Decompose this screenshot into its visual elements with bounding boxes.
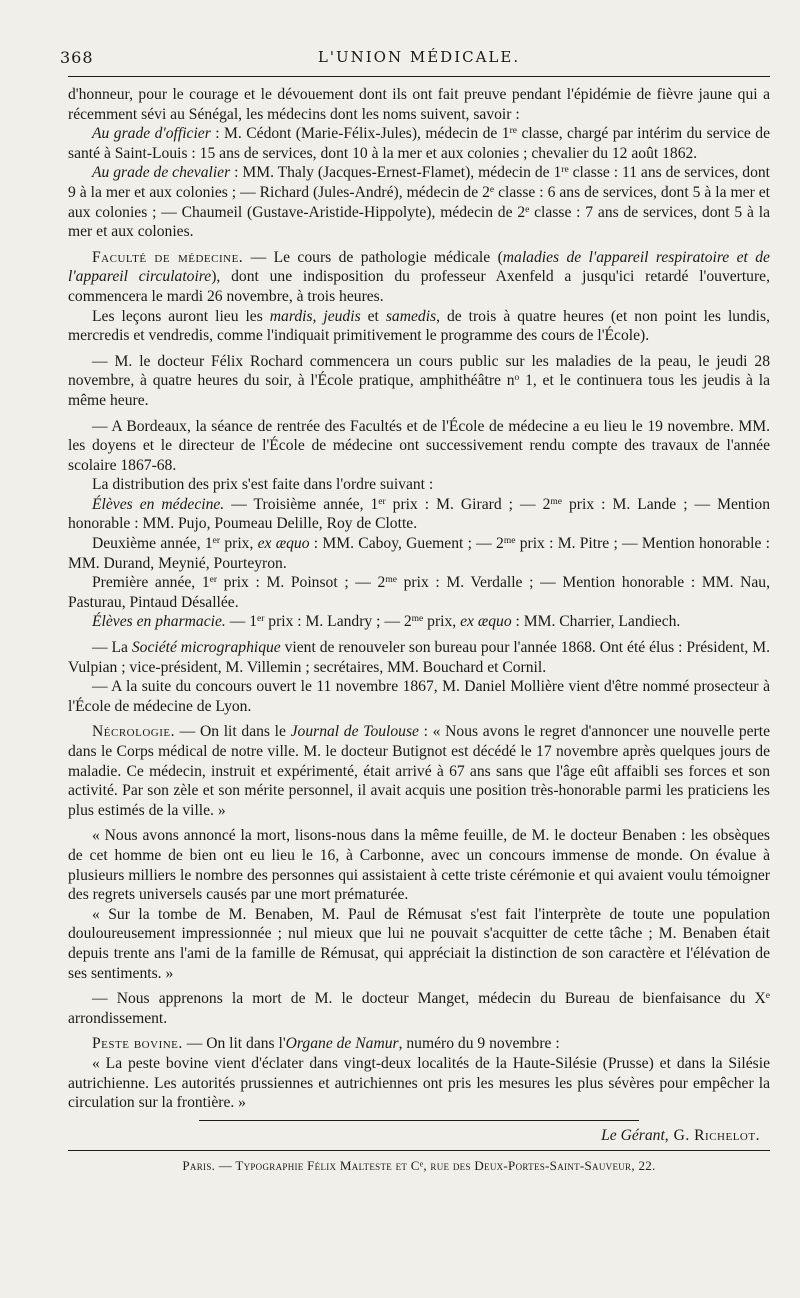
article-body [68,85,770,1113]
paragraph-text: classe : 11 ans de services, dont 9 à la mer et aux colonies ; — Richard (Jules-André), médecin de 2 [68,164,770,201]
paragraph-text: — A Bordeaux, la séance de rentrée des Facultés et de l'École de médecine a eu lieu le 19 novembre. MM. les doyens et le directeur de l'École de médecine ont successivement rendu compte des travaux de l'année scolaire 1867-68. [68,417,770,474]
paragraph-text: — On lit dans l' [182,1035,286,1053]
italic-text: ex æquo [460,613,512,631]
paragraph-text: — A la suite du concours ouvert le 11 novembre 1867, M. Daniel Mollière vient d'être nommé prosecteur à l'École de médecine de Lyon. [68,678,770,715]
paragraph-text: « Nous avons annoncé la mort, lisons-nous dans la même feuille, de M. le docteur Benaben : les obsèques de cet homme de bien ont eu lieu le 16, à Carbonne, avec un concours immense de monde. On évalue à plusieurs milliers le nombre des personnes qui assistaient à cette triste cérémonie et qui avaient voulu témoigner des regrets universels causés par une mort prématurée. [68,827,770,904]
paragraph-text: prix : M. Landry ; — 2 [264,613,412,631]
paragraph-text: prix, [423,613,461,631]
superscript: me [550,496,562,507]
paragraph-text: prix : M. Verdalle ; — Mention honorable : MM. Nau, Pasturau, Pintaud Désallée. [68,574,770,611]
paragraph-text: et [360,307,386,325]
paragraph-text: arrondissement. [68,1009,168,1027]
paragraph [68,475,770,495]
section-heading: Peste bovine. [92,1035,183,1053]
paragraph-text: — On lit dans le [175,723,291,741]
italic-text: Élèves en médecine. [92,495,225,513]
superscript: o [514,373,520,384]
paragraph-text: : MM. Caboy, Guement ; — 2 [309,535,504,553]
paragraph-text: classe, chargé par intérim du service de santé à Saint-Louis : 15 ans de services, dont 10 à la mer et aux colonies ; chevalier du 12 août 1862. [68,125,771,162]
superscript: me [385,575,397,586]
superscript: er [209,575,218,586]
paragraph-text: , de trois à quatre heures (et non point les lundis, mercredis et vendredis, comme l'indiquait primitivement le programme des cours de l'École). [68,307,770,345]
superscript: me [503,536,516,547]
superscript: re [561,165,569,176]
superscript: me [411,614,424,625]
paragraph [68,495,770,534]
paragraph-text: : M. Cédont (Marie-Félix-Jules), médecin de 1 [210,125,510,143]
signature [68,1127,770,1145]
running-head [60,48,770,77]
paragraph-text: Première année, 1 [92,574,210,592]
paragraph-text: Deuxième année, 1 [92,535,213,553]
paragraph [68,417,770,476]
journal-title: L'UNION MÉDICALE. [317,48,521,66]
signature-name: , G. Richelot. [664,1126,760,1144]
section-heading: Faculté de médecine. [92,248,244,266]
paragraph [68,989,770,1028]
paragraph-text: Les leçons auront lieu les [92,307,270,325]
paragraph [68,638,770,677]
paragraph-text: — Le cours de pathologie médicale ( [243,248,503,266]
paragraph [68,722,770,820]
paragraph [68,163,770,241]
italic-text: Journal de Toulouse [290,723,419,741]
paragraph [68,534,770,573]
paragraph-text: — Nous apprenons la mort de M. le docteur Manget, médecin du Bureau de bienfaisance du X [92,990,766,1008]
superscript: e [525,204,530,215]
paragraph-text: : MM. Charrier, Landiech. [511,613,681,631]
printer-imprint: Paris. — Typographie Félix Malteste et Cᵉ, rue des Deux-Portes-Saint-Sauveur, 22. [182,1157,656,1173]
paragraph [68,124,770,163]
italic-text: Société micrographique [131,639,281,657]
italic-text: mardis, jeudis [269,307,361,325]
italic-text: samedis [385,307,437,325]
paragraph-text: prix : M. Girard ; — 2 [385,495,551,513]
superscript: er [212,536,221,547]
paragraph-text: prix : M. Poinsot ; — 2 [217,574,386,592]
paragraph-text: vient de renouveler son bureau pour l'année 1868. Ont été élus : Président, M. Vulpian ; vice-président, M. Villemin ; secrétaires, MM. Bouchard et Cornil. [68,639,771,676]
paragraph [68,826,770,904]
superscript: e [765,991,770,1002]
paragraph [68,352,770,411]
paragraph-text: ), dont une indisposition du professeur Axenfeld a jusqu'ici retardé l'ouverture, commencera le mardi 26 novembre, à trois heures. [68,268,770,305]
paragraph-text: classe : 7 ans de services, dont 5 à la mer et aux colonies. [68,203,770,241]
italic-text: Élèves en pharmacie. [92,613,226,631]
paragraph-text: prix, [220,535,258,553]
paragraph-text: « Sur la tombe de M. Benaben, M. Paul de Rémusat s'est fait l'interprète de toute une population douloureusement impressionnée ; nul mieux que lui ne pouvait s'acquitter de cette tâche ; M. Benaben était depuis trente ans l'ami de la famille de Rémusat, qui appréciait la distinction de son caractère et l'élévation de ses sentiments. » [68,905,770,982]
paragraph-text: — M. le docteur Félix Rochard commencera un cours public sur les maladies de la peau, le jeudi 28 novembre, à quatre heures du soir, à l'École pratique, amphithéâtre n [68,352,770,390]
paragraph [68,612,770,632]
paragraph-text: , numéro du 9 novembre : [398,1035,560,1053]
paragraph-text: prix : M. Pitre ; — Mention honorable : MM. Durand, Meynié, Pourteyron. [68,535,770,572]
paragraph-text: prix : M. Lande ; — Mention honorable : MM. Pujo, Poumeau Delille, Roy de Clotte. [68,495,770,533]
divider [199,1120,639,1121]
superscript: er [256,614,265,625]
signature-role: Le Gérant [601,1126,665,1144]
paragraph [68,1034,770,1054]
italic-text: maladies de l'appareil respiratoire et de l'appareil circulatoire [68,248,770,286]
paragraph [68,307,770,346]
superscript: e [489,184,495,195]
section-heading: Nécrologie. [92,723,175,741]
grade-heading: Au grade de chevalier [92,164,231,182]
paragraph [68,1054,770,1113]
paragraph-text: d'honneur, pour le courage et le dévouement dont ils ont fait preuve pendant l'épidémie de fièvre jaune qui a récemment sévi au Sénégal, les médecins dont les noms suivent, savoir : [68,86,770,123]
paragraph-text: — 1 [225,613,257,631]
paragraph [68,248,770,307]
paragraph [68,85,770,124]
paragraph-text: « La peste bovine vient d'éclater dans vingt-deux localités de la Haute-Silésie (Prusse) et dans la Silésie autrichienne. Les autorités prussiennes et autrichiennes ont pris les mesures les plus sévères pour empêcher la circulation sur la frontière. » [68,1054,770,1112]
paragraph-text: 1, et le continuera tous les jeudis à la même heure. [68,372,770,409]
paragraph-text: : MM. Thaly (Jacques-Ernest-Flamet), médecin de 1 [230,164,562,182]
divider [68,1150,770,1151]
page-number: 368 [60,48,94,67]
italic-text: ex æquo [257,535,310,553]
grade-heading: Au grade d'officier [92,125,211,143]
paragraph-text: — La [92,639,132,657]
paragraph [68,573,770,612]
paragraph-text: : « Nous avons le regret d'annoncer une nouvelle perte dans le Corps médical de notre ville. M. le docteur Butignot est décédé le 17 novembre après quelques jours de maladie. Ce médecin, instruit et expérimenté, était arrivé à 67 ans sans que l'âge eût affaibli ses forces et son activité. Par son zèle et son mérite personnel, il avait acquis une position très-honorable parmi les praticiens les plus estimés de la ville. » [68,723,770,819]
italic-text: Organe de Namur [285,1035,399,1053]
paragraph [68,905,770,983]
paragraph-text: — Troisième année, 1 [224,495,379,513]
paragraph [68,677,770,716]
paragraph-text: La distribution des prix s'est faite dans l'ordre suivant : [92,476,434,494]
superscript: er [378,496,386,507]
paragraph-text: classe : 6 ans de services, dont 5 à la mer et aux colonies ; — Chaumeil (Gustave-Aristide-Hippolyte), médecin de 2 [68,183,770,221]
superscript: re [509,126,517,137]
